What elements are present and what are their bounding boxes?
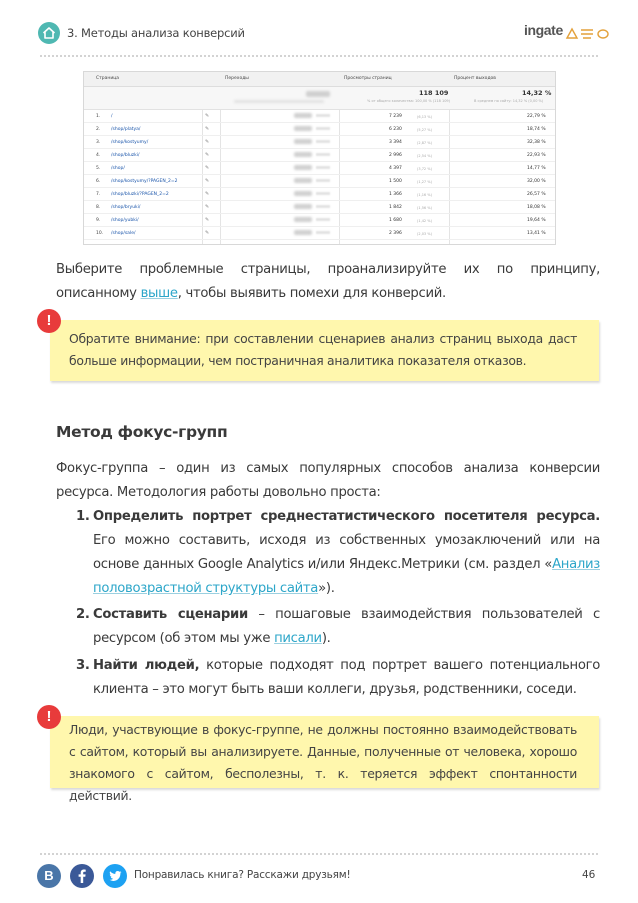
totals-row (84, 87, 555, 110)
blurred-value (316, 114, 330, 117)
list-item (76, 505, 600, 601)
row-url[interactable]: /shop/bluzki/?PAGEN_2=2 (111, 192, 169, 197)
total-views-note: % от общего количества: 100,00 % (118 109) (367, 99, 451, 103)
row-url[interactable]: / (111, 114, 113, 119)
edit-icon: ✎ (205, 139, 210, 145)
intro-paragraph (56, 258, 600, 306)
share-text: Понравилась книга? Расскажи друзьям! (134, 869, 351, 881)
row-views: 4 397 (389, 166, 402, 171)
blurred-value (294, 139, 312, 144)
row-views-pct: (2,87 %) (417, 140, 432, 145)
row-exit-rate: 18,08 % (527, 205, 546, 210)
row-url[interactable]: /shop/ (111, 166, 125, 171)
link-above[interactable]: выше (140, 286, 178, 301)
table-header (84, 72, 555, 87)
intro-text: Выберите проблемные страницы, проанализируйте их по принципу, описанному (56, 262, 600, 301)
blurred-value (316, 231, 330, 234)
home-icon[interactable] (38, 22, 60, 44)
edit-icon: ✎ (205, 152, 210, 158)
note-text: Люди, участвующие в фокус-группе, не должны постоянно взаимодействовать с сайтом, который вы анализируете. Данные, полученные от человека, хорошо знакомого с сайтом, бесполезны, т. к. теряется эффект спонтанности действий. (69, 722, 577, 803)
blurred-value (316, 166, 330, 169)
edit-icon: ✎ (205, 191, 210, 197)
vk-icon[interactable]: В (37, 864, 61, 888)
row-views-pct: (1,42 %) (417, 218, 432, 223)
row-views-pct: (2,54 %) (417, 153, 432, 158)
list-number: 2. (76, 607, 90, 622)
link-wrote[interactable]: писали (274, 631, 322, 646)
ingate-logo: ingate (524, 22, 563, 38)
row-url[interactable]: /shop/bluzki/ (111, 153, 140, 158)
edit-icon: ✎ (205, 204, 210, 210)
list-number: 3. (76, 658, 90, 673)
row-views: 2 996 (389, 153, 402, 158)
table-row (84, 214, 555, 227)
logo-mark-icon (565, 26, 613, 40)
row-number: 4. (96, 153, 101, 158)
row-views-pct: (2,03 %) (417, 231, 432, 236)
row-views-pct: (3,72 %) (417, 166, 432, 171)
total-exit: 14,32 % (522, 89, 552, 97)
row-views: 7 239 (389, 114, 402, 119)
list-item-text: Его можно составить, исходя из собственных умозаключений или на основе данных Google Analytics и/или Яндекс.Метрики (см. раздел « (93, 533, 600, 572)
column-header: Переходы (225, 76, 249, 81)
row-url[interactable]: /shop/kostyumy/ (111, 140, 149, 145)
row-exit-rate: 18,74 % (527, 127, 546, 132)
edit-icon: ✎ (205, 113, 210, 119)
row-exit-rate: 13,41 % (527, 231, 546, 236)
total-exit-note: В среднем по сайту: 14,32 % (0,00 %) (474, 99, 544, 103)
table-row (84, 123, 555, 136)
row-exit-rate: 22,93 % (527, 153, 546, 158)
row-number: 9. (96, 218, 101, 223)
table-row (84, 149, 555, 162)
row-views: 1 500 (389, 179, 402, 184)
blurred-value (316, 218, 330, 221)
row-exit-rate: 32,38 % (527, 140, 546, 145)
edit-icon: ✎ (205, 178, 210, 184)
note-box (50, 716, 599, 803)
blurred-value (294, 178, 312, 183)
row-number: 7. (96, 192, 101, 197)
row-number: 8. (96, 205, 101, 210)
row-views-pct: (1,56 %) (417, 205, 432, 210)
table-row (84, 136, 555, 149)
edit-icon: ✎ (205, 126, 210, 132)
list-number: 1. (76, 509, 90, 524)
blurred-value (294, 113, 312, 118)
row-number: 1. (96, 114, 101, 119)
chapter-title: 3. Методы анализа конверсий (67, 26, 245, 40)
header-divider (40, 55, 598, 57)
row-url[interactable]: /shop/sale/ (111, 231, 136, 236)
twitter-icon[interactable] (103, 864, 127, 888)
section-intro: Фокус-группа – один из самых популярных способов анализа конверсии ресурса. Методология работы довольно проста: (56, 461, 600, 500)
blurred-value (294, 217, 312, 222)
footer-divider (40, 853, 598, 855)
table-row (84, 175, 555, 188)
row-number: 3. (96, 140, 101, 145)
blurred-value (294, 191, 312, 196)
row-views: 3 394 (389, 140, 402, 145)
row-views-pct: (1,27 %) (417, 179, 432, 184)
column-header: Страница (96, 76, 120, 81)
list-item (76, 654, 600, 702)
row-number: 10. (96, 231, 104, 236)
total-views: 118 109 (419, 89, 449, 97)
row-url[interactable]: /shop/platya/ (111, 127, 141, 132)
edit-icon: ✎ (205, 165, 210, 171)
row-number: 5. (96, 166, 101, 171)
blurred-value (316, 205, 330, 208)
list-item-text: которые подходят под портрет вашего потенциального клиента – это могут быть ваши коллеги, друзья, родственники, соседи. (93, 658, 600, 697)
row-views-pct: (1,16 %) (417, 192, 432, 197)
row-number: 6. (96, 179, 101, 184)
row-views: 1 842 (389, 205, 402, 210)
blurred-value (316, 153, 330, 156)
row-views: 2 396 (389, 231, 402, 236)
row-views-pct: (5,27 %) (417, 127, 432, 132)
row-exit-rate: 14,77 % (527, 166, 546, 171)
edit-icon: ✎ (205, 230, 210, 236)
row-url[interactable]: /shop/kostyumy/?PAGEN_2=2 (111, 179, 178, 184)
list-item-text-end: »). (318, 581, 335, 596)
table-row (84, 201, 555, 214)
list-item-title: Определить портрет среднестатистического посетителя ресурса. (93, 509, 600, 524)
page-number: 46 (582, 869, 596, 881)
row-views-pct: (6,13 %) (417, 114, 432, 119)
row-url[interactable]: /shop/bryuki/ (111, 205, 141, 210)
column-header: Просмотры страниц (344, 76, 392, 81)
table-row (84, 188, 555, 201)
row-views: 1 366 (389, 192, 402, 197)
blurred-value (294, 152, 312, 157)
row-exit-rate: 26,57 % (527, 192, 546, 197)
row-number: 2. (96, 127, 101, 132)
blurred-value (316, 127, 330, 130)
blurred-value (294, 230, 312, 235)
row-exit-rate: 19,64 % (527, 218, 546, 223)
table-row (84, 162, 555, 175)
blurred-value (316, 140, 330, 143)
row-views: 6 230 (389, 127, 402, 132)
table-row (84, 227, 555, 240)
list-item-text: – пошаговые взаимодействия пользователей с ресурсом (об этом мы уже (93, 607, 600, 646)
link-age-structure[interactable]: Анализ половозрастной структуры сайта (93, 557, 600, 596)
note-text: Обратите внимание: при составлении сценариев анализ страниц выхода даст больше информации, чем постраничная аналитика показателя отказов. (69, 331, 577, 368)
list-item-title: Найти людей, (93, 658, 200, 673)
row-exit-rate: 32,00 % (527, 179, 546, 184)
row-url[interactable]: /shop/yubki/ (111, 218, 139, 223)
blurred-value (294, 126, 312, 131)
analytics-screenshot (83, 71, 556, 245)
blurred-value (294, 204, 312, 209)
blurred-value (294, 165, 312, 170)
table-row (84, 110, 555, 123)
list-item (76, 603, 600, 651)
blurred-value (316, 179, 330, 182)
list-item-title: Составить сценарии (93, 607, 248, 622)
intro-text-end: , чтобы выявить помехи для конверсий. (177, 286, 446, 301)
list-item-text-end: ). (321, 631, 331, 646)
exclamation-icon: ! (37, 309, 61, 333)
exclamation-icon: ! (37, 705, 61, 729)
row-exit-rate: 22,79 % (527, 114, 546, 119)
note-box (50, 320, 599, 381)
facebook-icon[interactable] (70, 864, 94, 888)
column-header: Процент выходов (454, 76, 496, 81)
blurred-value (316, 192, 330, 195)
edit-icon: ✎ (205, 217, 210, 223)
row-views: 1 680 (389, 218, 402, 223)
section-heading: Метод фокус-групп (56, 423, 228, 441)
